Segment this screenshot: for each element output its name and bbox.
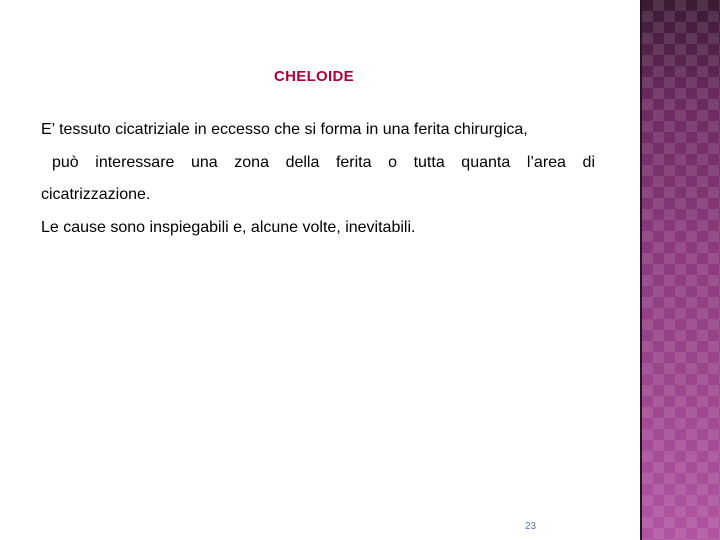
body-line-1: E’ tessuto cicatriziale in eccesso che si forma in una ferita chirurgica, [41, 121, 528, 138]
page-number: 23 [525, 521, 537, 532]
body-line-3: cicatrizzazione. [41, 186, 151, 203]
decorative-sidebar [642, 0, 720, 540]
body-line-2: può interessare una zona della ferita o tutta quanta l’area di [52, 154, 595, 171]
slide-title: CHELOIDE [274, 68, 354, 85]
body-line-4: Le cause sono inspiegabili e, alcune volte, inevitabili. [41, 219, 416, 236]
